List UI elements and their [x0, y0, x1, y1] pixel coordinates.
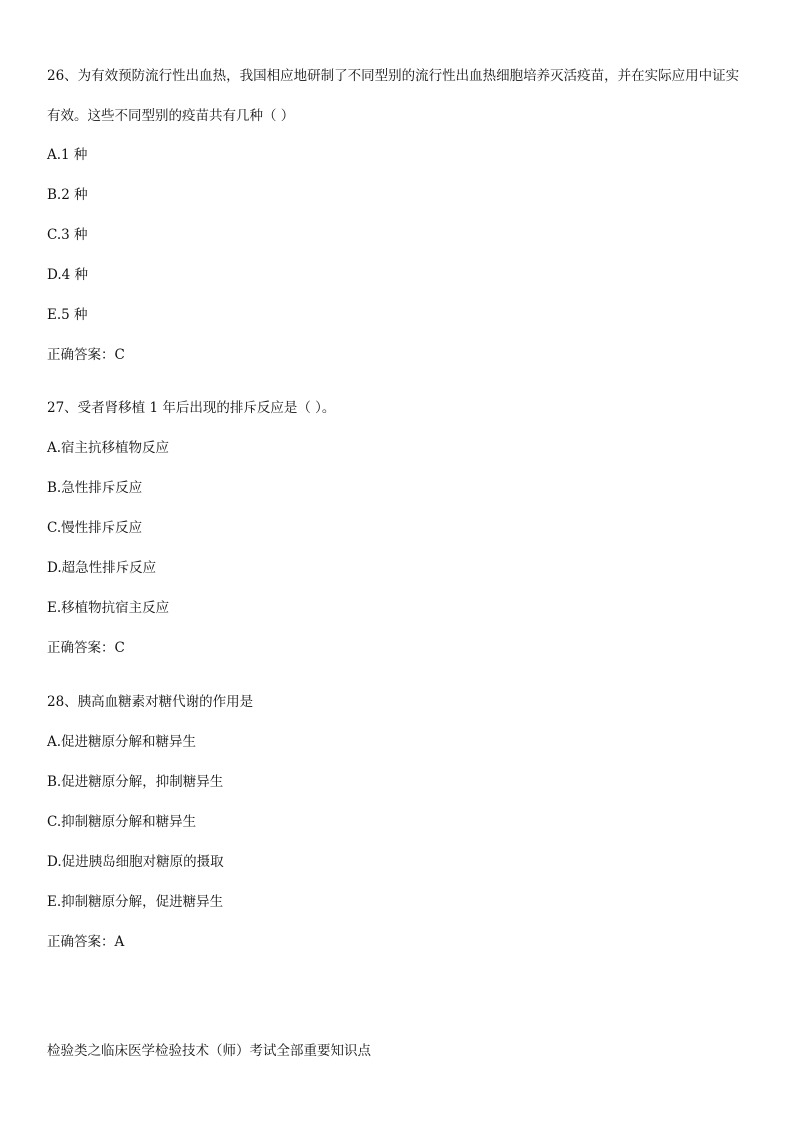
- option-b: B.促进糖原分解，抑制糖异生: [47, 774, 224, 790]
- option-d: D.促进胰岛细胞对糖原的摄取: [47, 854, 224, 870]
- option-b: B.2 种: [47, 187, 88, 203]
- question-stem: 26、为有效预防流行性出血热，我国相应地研制了不同型别的流行性出血热细胞培养灭活疫苗，并在实际应用中证实有效。这些不同型别的疫苗共有几种（ ）: [47, 68, 740, 124]
- option-a: A.1 种: [47, 147, 88, 163]
- option-e: E.移植物抗宿主反应: [47, 600, 170, 616]
- option-e: E.5 种: [47, 307, 88, 323]
- page-footer: 检验类之临床医学检验技术（师）考试全部重要知识点: [47, 1043, 371, 1059]
- option-c: C.抑制糖原分解和糖异生: [47, 814, 197, 830]
- correct-answer: 正确答案：A: [47, 934, 125, 950]
- option-e: E.抑制糖原分解，促进糖异生: [47, 894, 224, 910]
- correct-answer: 正确答案：C: [47, 347, 125, 363]
- question-stem: 28、胰高血糖素对糖代谢的作用是: [47, 694, 254, 710]
- option-c: C.3 种: [47, 227, 88, 243]
- correct-answer: 正确答案：C: [47, 640, 125, 656]
- option-a: A.宿主抗移植物反应: [47, 440, 170, 456]
- option-d: D.超急性排斥反应: [47, 560, 157, 576]
- option-c: C.慢性排斥反应: [47, 520, 143, 536]
- question-stem: 27、受者肾移植 1 年后出现的排斥反应是（ ）。: [47, 400, 336, 416]
- option-b: B.急性排斥反应: [47, 480, 143, 496]
- option-d: D.4 种: [47, 267, 89, 283]
- option-a: A.促进糖原分解和糖异生: [47, 734, 197, 750]
